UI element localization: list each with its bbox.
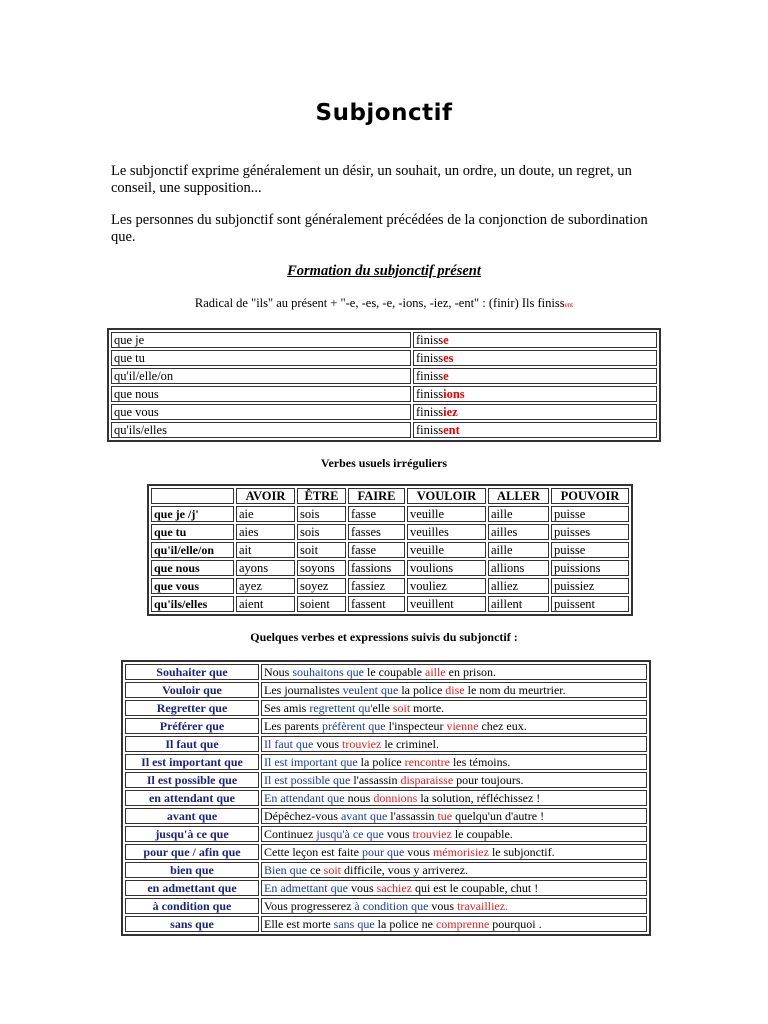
- sentence-part: les témoins.: [449, 755, 511, 769]
- table-row: [151, 506, 629, 522]
- conjugation-cell: [413, 332, 657, 348]
- expression-key: en admettant que: [125, 880, 259, 896]
- irregular-verbs-heading: Verbes usuels irréguliers: [320, 456, 448, 470]
- conjugation-cell: [413, 404, 657, 420]
- expression-key: Vouloir que: [125, 682, 259, 698]
- expression-row: [125, 880, 647, 896]
- sentence-part: tue: [437, 809, 453, 823]
- verb-form-cell: ailles: [488, 524, 549, 540]
- verb-form-cell: fassions: [348, 560, 405, 576]
- example-sentence: [261, 664, 647, 680]
- verb-form-cell: aille: [488, 506, 549, 522]
- sentence-part: préfèrent que: [321, 719, 386, 733]
- verb-form-cell: puisses: [551, 524, 629, 540]
- sentence-part: Vous progresserez: [264, 899, 355, 913]
- sentence-part: Dépêchez-vous: [264, 809, 341, 823]
- verb-form-cell: aillent: [488, 596, 549, 612]
- formation-row: [111, 332, 657, 348]
- column-header: VOULOIR: [407, 488, 486, 504]
- table-row: [151, 596, 629, 612]
- sentence-part: l'assassin: [387, 809, 438, 823]
- sentence-part: en prison.: [445, 665, 496, 679]
- sentence-part: vous: [313, 737, 342, 751]
- sentence-part: chez eux.: [478, 719, 527, 733]
- stem: finiss: [416, 405, 444, 419]
- sentence-part: Continuez: [264, 827, 317, 841]
- example-sentence: [261, 772, 647, 788]
- sentence-part: Ses amis: [264, 701, 310, 715]
- conjugation-cell: [413, 422, 657, 438]
- expression-key: bien que: [125, 862, 259, 878]
- column-header: [151, 488, 234, 504]
- verb-form-cell: soient: [297, 596, 346, 612]
- sentence-part: sachiez: [376, 881, 412, 895]
- verb-form-cell: soyez: [297, 578, 346, 594]
- sentence-part: Il est important que: [264, 755, 358, 769]
- verb-form-cell: puissions: [551, 560, 629, 576]
- example-sentence: [261, 880, 647, 896]
- formation-row: [111, 368, 657, 384]
- sentence-part: le nom du meurtrier.: [464, 683, 566, 697]
- verb-form-cell: puisse: [551, 542, 629, 558]
- sentence-part: travailliez.: [457, 899, 509, 913]
- sentence-part: pour toujours.: [453, 773, 524, 787]
- verb-form-cell: veuilles: [407, 524, 486, 540]
- sentence-part: vous: [404, 845, 433, 859]
- example-sentence: [261, 736, 647, 752]
- expressions-table: [121, 660, 651, 936]
- expression-key: Souhaiter que: [125, 664, 259, 680]
- sentence-part: donnions: [373, 791, 418, 805]
- sentence-part: vous: [347, 881, 377, 895]
- sentence-part: vienne: [446, 719, 479, 733]
- verb-form-cell: fasses: [348, 524, 405, 540]
- example-sentence: [261, 916, 647, 932]
- pronoun-cell: que vous: [151, 578, 234, 594]
- sentence-part: disparaisse: [400, 773, 454, 787]
- pronoun-cell: que nous: [151, 560, 234, 576]
- conjugation-cell: [413, 386, 657, 402]
- expression-key: Il est possible que: [125, 772, 259, 788]
- expression-key: Il est important que: [125, 754, 259, 770]
- sentence-part: veulent que: [342, 683, 399, 697]
- verb-form-cell: voulions: [407, 560, 486, 576]
- pronoun-cell: qu'ils/elles: [151, 596, 234, 612]
- expression-key: Il faut que: [125, 736, 259, 752]
- expression-row: [125, 754, 647, 770]
- expression-key: à condition que: [125, 898, 259, 914]
- sentence-part: Elle est morte: [264, 917, 334, 931]
- sentence-part: regrettent qu': [309, 701, 373, 715]
- expression-row: [125, 664, 647, 680]
- intro-paragraph-1: Le subjonctif exprime généralement un désir, un souhait, un ordre, un doute, un regret, un conseil, une supposition...: [111, 163, 632, 196]
- column-header: POUVOIR: [551, 488, 629, 504]
- sentence-part: quelqu'un d'autre !: [452, 809, 545, 823]
- sentence-part: la police: [357, 755, 405, 769]
- expression-row: [125, 916, 647, 932]
- sentence-part: la solution, réfléchissez !: [417, 791, 541, 805]
- example-sentence: [261, 754, 647, 770]
- sentence-part: comprenne: [435, 917, 490, 931]
- sentence-part: soit: [323, 863, 341, 877]
- sentence-part: l'assassin: [350, 773, 401, 787]
- ending: iez: [443, 405, 458, 419]
- pronoun-cell: qu'il/elle/on: [151, 542, 234, 558]
- sentence-part: jusqu'à ce que: [316, 827, 384, 841]
- table-row: [151, 524, 629, 540]
- pronoun-cell: que vous: [111, 404, 411, 420]
- expression-row: [125, 898, 647, 914]
- verb-form-cell: aient: [236, 596, 295, 612]
- expression-key: Regretter que: [125, 700, 259, 716]
- table-row: [151, 578, 629, 594]
- verb-form-cell: veuille: [407, 506, 486, 522]
- example-sentence: [261, 826, 647, 842]
- verb-form-cell: sois: [297, 524, 346, 540]
- stem: finiss: [416, 369, 444, 383]
- expression-key: avant que: [125, 808, 259, 824]
- sentence-part: pour que: [361, 845, 405, 859]
- conjugation-cell: [413, 350, 657, 366]
- sentence-part: le coupable.: [451, 827, 513, 841]
- stem: finiss: [416, 333, 444, 347]
- expression-key: jusqu'à ce que: [125, 826, 259, 842]
- sentence-part: vous: [428, 899, 458, 913]
- verb-form-cell: soit: [297, 542, 346, 558]
- ending: es: [443, 351, 454, 365]
- formation-rule-text: Radical de "ils" au présent + "-e, -es, -e, -ions, -iez, -ent" : (finir) Ils finiss: [194, 296, 565, 310]
- formation-row: [111, 350, 657, 366]
- sentence-part: En admettant que: [264, 881, 348, 895]
- verb-form-cell: veuille: [407, 542, 486, 558]
- example-sentence: [261, 808, 647, 824]
- sentence-part: la police: [398, 683, 446, 697]
- verb-form-cell: allions: [488, 560, 549, 576]
- formation-rule-suffix: ent: [564, 301, 574, 309]
- formation-rule: [0, 296, 768, 311]
- pronoun-cell: que nous: [111, 386, 411, 402]
- sentence-part: difficile, vous y arriverez.: [341, 863, 469, 877]
- pronoun-cell: que je: [111, 332, 411, 348]
- expression-row: [125, 718, 647, 734]
- expression-row: [125, 826, 647, 842]
- sentence-part: la police ne: [374, 917, 436, 931]
- sentence-part: Nous: [264, 665, 293, 679]
- verb-form-cell: veuillent: [407, 596, 486, 612]
- expression-row: [125, 772, 647, 788]
- verb-form-cell: ayons: [236, 560, 295, 576]
- column-header: ÊTRE: [297, 488, 346, 504]
- verb-form-cell: fassiez: [348, 578, 405, 594]
- verb-form-cell: fasse: [348, 542, 405, 558]
- sentence-part: ce: [307, 863, 324, 877]
- pronoun-cell: qu'il/elle/on: [111, 368, 411, 384]
- intro-paragraph-2: Les personnes du subjonctif sont généralement précédées de la conjonction de subordination que.: [111, 212, 648, 245]
- stem: finiss: [416, 423, 444, 437]
- example-sentence: [261, 790, 647, 806]
- sentence-part: souhaitons que: [292, 665, 365, 679]
- expression-key: pour que / afin que: [125, 844, 259, 860]
- example-sentence: [261, 682, 647, 698]
- sentence-part: pourquoi .: [489, 917, 542, 931]
- stem: finiss: [416, 387, 444, 401]
- verb-form-cell: fasse: [348, 506, 405, 522]
- formation-row: [111, 386, 657, 402]
- sentence-part: dise: [445, 683, 465, 697]
- expression-row: [125, 844, 647, 860]
- verb-form-cell: alliez: [488, 578, 549, 594]
- formation-row: [111, 404, 657, 420]
- sentence-part: qui est le coupable, chut !: [411, 881, 539, 895]
- table-row: [151, 560, 629, 576]
- expression-row: [125, 808, 647, 824]
- sentence-part: Cette leçon est faite: [264, 845, 362, 859]
- sentence-part: Les journalistes: [264, 683, 343, 697]
- sentence-part: aille: [425, 665, 446, 679]
- verb-form-cell: puisse: [551, 506, 629, 522]
- pronoun-cell: que tu: [111, 350, 411, 366]
- verb-form-cell: ayez: [236, 578, 295, 594]
- verb-form-cell: sois: [297, 506, 346, 522]
- table-row: [151, 542, 629, 558]
- expression-row: [125, 682, 647, 698]
- column-header: FAIRE: [348, 488, 405, 504]
- ending: ent: [443, 423, 460, 437]
- sentence-part: Les parents: [264, 719, 322, 733]
- example-sentence: [261, 700, 647, 716]
- sentence-part: rencontre: [404, 755, 450, 769]
- pronoun-cell: que tu: [151, 524, 234, 540]
- verb-form-cell: aie: [236, 506, 295, 522]
- sentence-part: le subjonctif.: [488, 845, 555, 859]
- sentence-part: elle: [372, 701, 393, 715]
- verb-form-cell: ait: [236, 542, 295, 558]
- sentence-part: avant que: [340, 809, 388, 823]
- sentence-part: trouviez: [341, 737, 382, 751]
- verb-form-cell: puissent: [551, 596, 629, 612]
- irregular-verbs-table: [147, 484, 633, 616]
- expression-row: [125, 790, 647, 806]
- expression-row: [125, 862, 647, 878]
- formation-heading: Formation du subjonctif présent: [287, 263, 481, 279]
- expression-key: en attendant que: [125, 790, 259, 806]
- sentence-part: l'inspecteur: [385, 719, 447, 733]
- ending: e: [443, 333, 449, 347]
- sentence-part: mémorisiez: [432, 845, 489, 859]
- sentence-part: trouviez: [412, 827, 452, 841]
- verb-form-cell: puissiez: [551, 578, 629, 594]
- sentence-part: vous: [383, 827, 413, 841]
- verb-form-cell: fassent: [348, 596, 405, 612]
- sentence-part: nous: [344, 791, 374, 805]
- pronoun-cell: qu'ils/elles: [111, 422, 411, 438]
- sentence-part: à condition que: [354, 899, 429, 913]
- ending: ions: [443, 387, 465, 401]
- ending: e: [443, 369, 449, 383]
- sentence-part: Il faut que: [264, 737, 314, 751]
- column-header: ALLER: [488, 488, 549, 504]
- expressions-heading: Quelques verbes et expressions suivis du subjonctif :: [250, 630, 518, 644]
- sentence-part: le coupable: [364, 665, 425, 679]
- expression-key: sans que: [125, 916, 259, 932]
- verb-form-cell: soyons: [297, 560, 346, 576]
- verb-form-cell: aies: [236, 524, 295, 540]
- page-title: Subjonctif: [315, 100, 453, 126]
- formation-table: [107, 328, 661, 442]
- sentence-part: le criminel.: [381, 737, 439, 751]
- sentence-part: Il est possible que: [264, 773, 351, 787]
- example-sentence: [261, 718, 647, 734]
- sentence-part: soit: [392, 701, 411, 715]
- conjugation-cell: [413, 368, 657, 384]
- expression-row: [125, 700, 647, 716]
- pronoun-cell: que je /j': [151, 506, 234, 522]
- formation-row: [111, 422, 657, 438]
- example-sentence: [261, 898, 647, 914]
- stem: finiss: [416, 351, 444, 365]
- sentence-part: En attendant que: [264, 791, 345, 805]
- sentence-part: morte.: [410, 701, 445, 715]
- example-sentence: [261, 862, 647, 878]
- sentence-part: sans que: [333, 917, 375, 931]
- verb-form-cell: aille: [488, 542, 549, 558]
- column-header: AVOIR: [236, 488, 295, 504]
- expression-row: [125, 736, 647, 752]
- verb-form-cell: vouliez: [407, 578, 486, 594]
- expression-key: Préférer que: [125, 718, 259, 734]
- sentence-part: Bien que: [264, 863, 307, 877]
- example-sentence: [261, 844, 647, 860]
